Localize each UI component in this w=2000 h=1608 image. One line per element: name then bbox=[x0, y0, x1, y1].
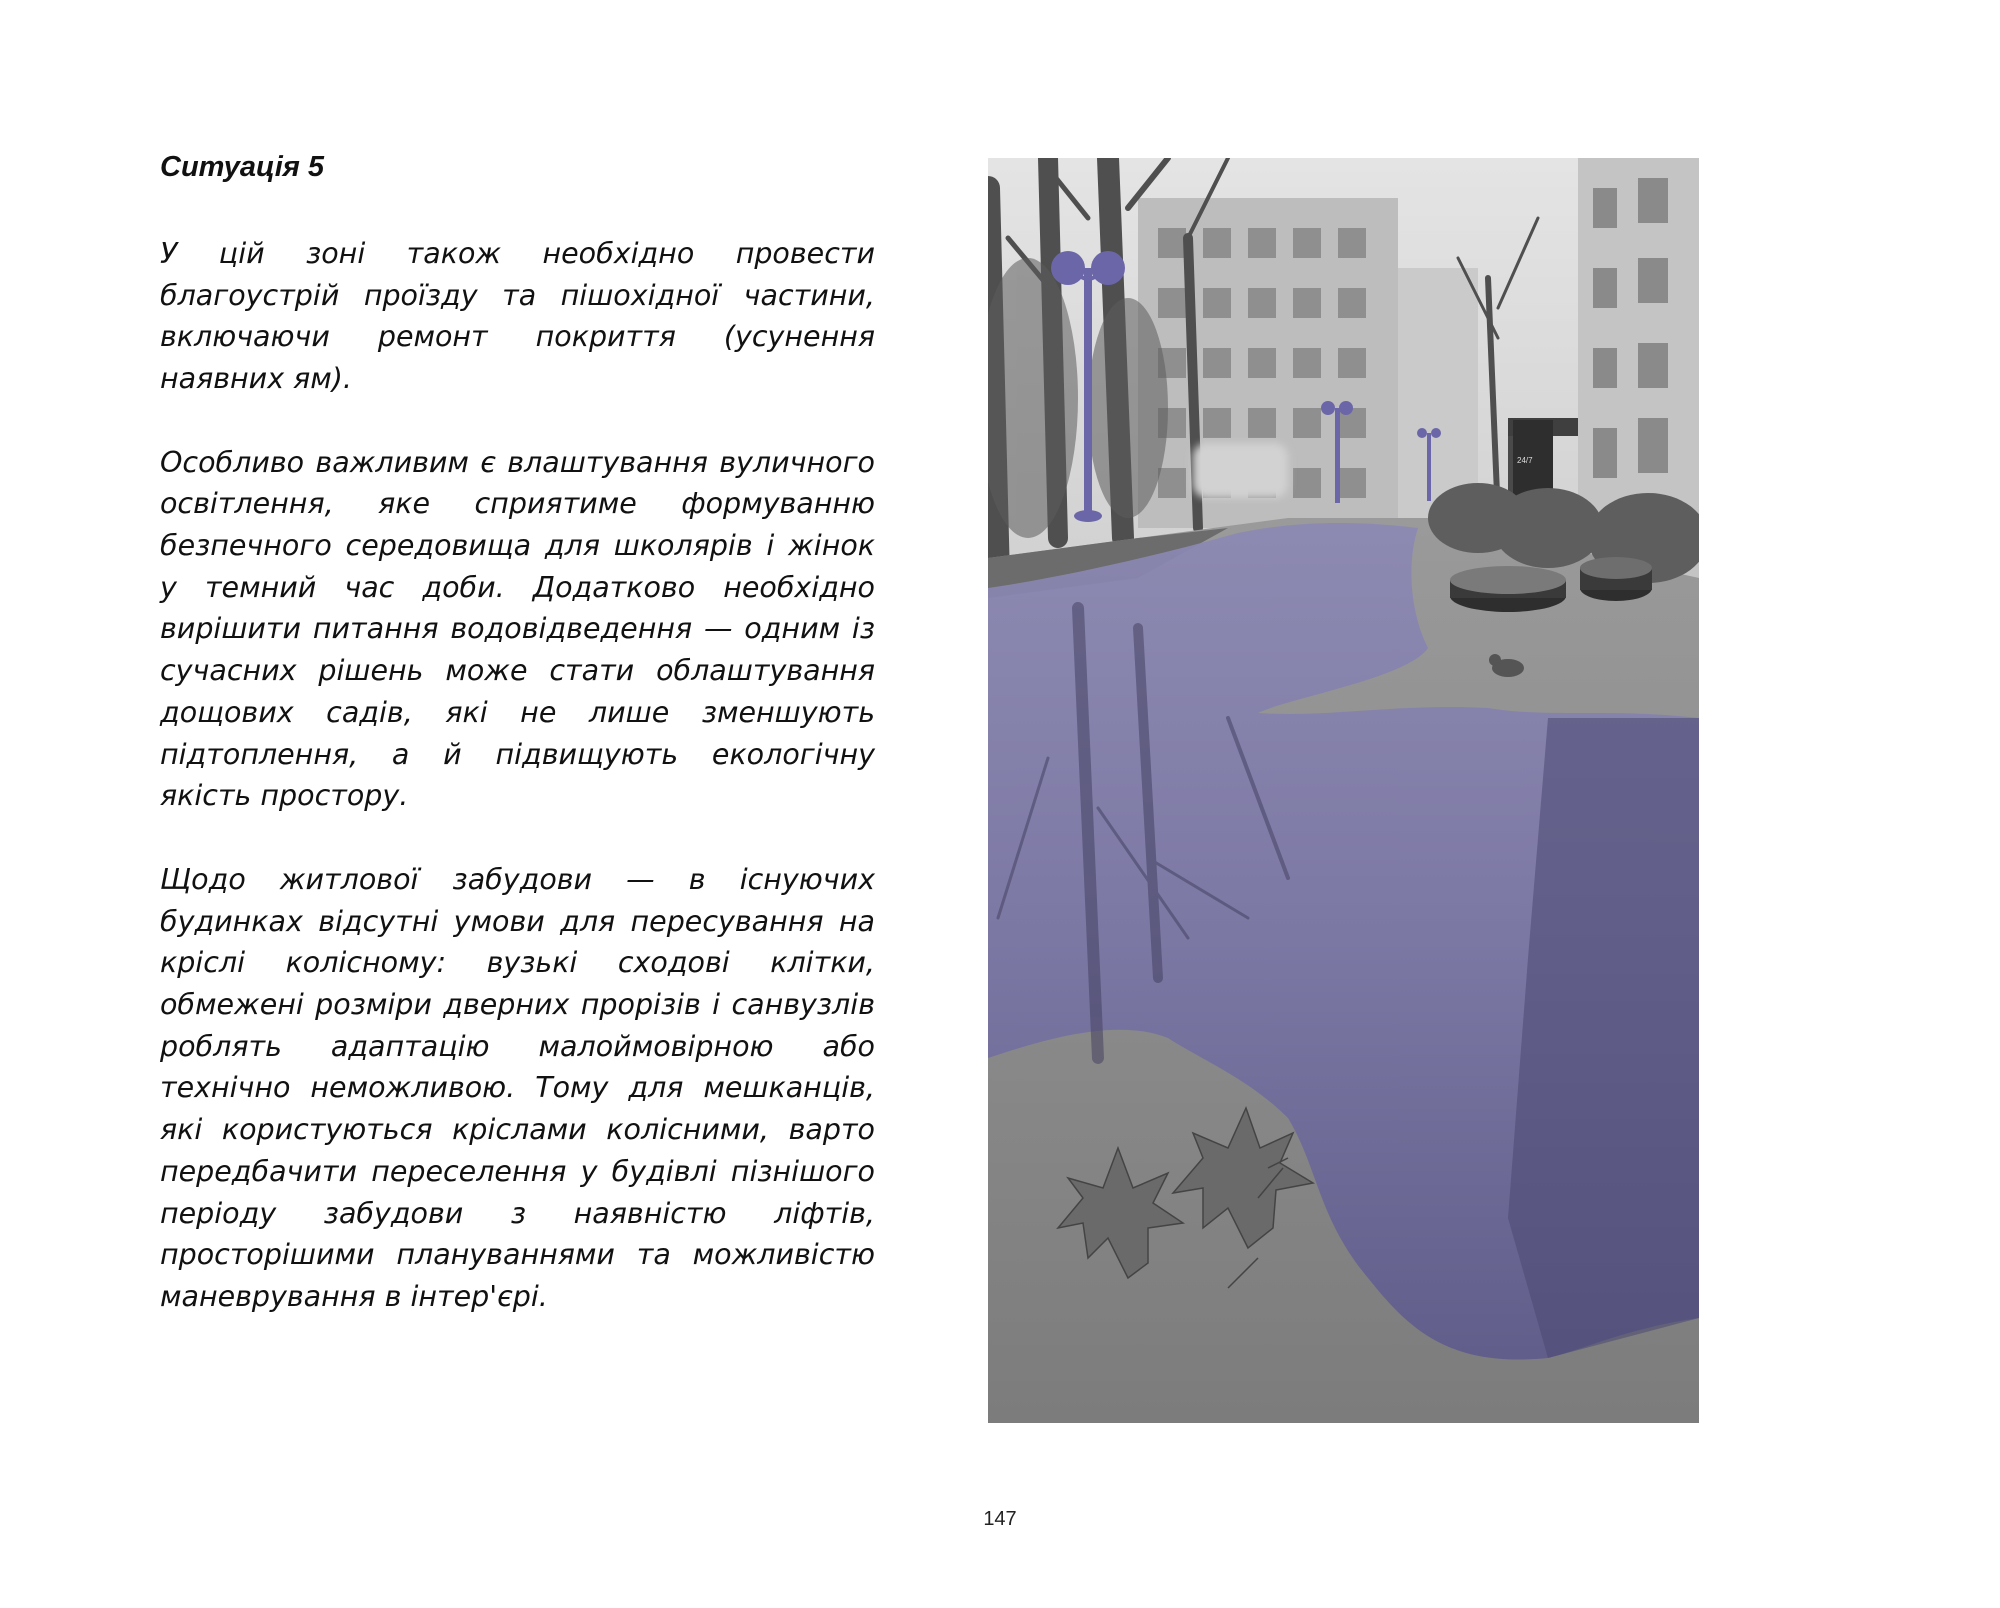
page-number: 147 bbox=[983, 1508, 1017, 1530]
street-photo bbox=[988, 158, 1699, 1423]
blurred-car bbox=[1193, 443, 1288, 498]
apartment-building-far bbox=[1398, 268, 1478, 518]
section-heading: Ситуація 5 bbox=[160, 151, 325, 183]
shop-sign-text: 24/7 bbox=[1517, 456, 1533, 465]
paragraph-2: Особливо важливим є влаштування вуличного освітлення, яке сприятиме формуванню безпечного середовища для школярів і жінок у темний час доби. Додатково необхідно вирішити питання водовідведення — одним із сучасних рішень може стати облаштування дощових садів, які не лише зменшують підтоплення, а й підвищують екологічну якість простору. bbox=[160, 445, 875, 813]
paragraph-3: Щодо житлової забудови — в існуючих будинках відсутні умови для пересування на кріслі колісному: вузькі сходові клітки, обмежені розміри дверних прорізів і санвузлів роблять адаптацію малоймовірною або технічно неможливою. Тому для мешканців, які користуються кріслами колісними, варто передбачити переселення у будівлі пізнішого періоду забудови з наявністю ліфтів, просторішими плануваннями та можливістю маневрування в інтер'єрі. bbox=[160, 862, 875, 1313]
photo-illustration bbox=[988, 158, 1699, 1423]
text-column bbox=[160, 150, 875, 1360]
paragraph-1: У цій зоні також необхідно провести благоустрій проїзду та пішохідної частини, включаючи ремонт покриття (усунення наявних ям). bbox=[160, 236, 875, 395]
